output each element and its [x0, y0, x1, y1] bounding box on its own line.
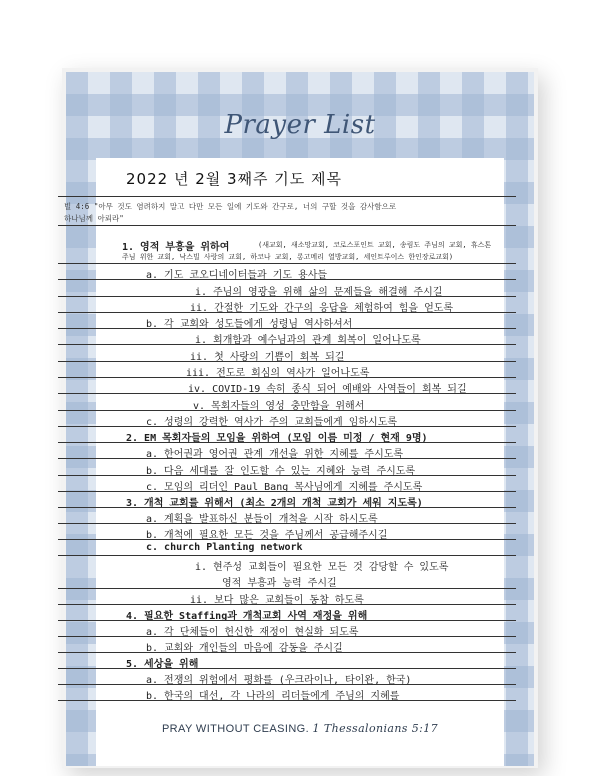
- item-4a: a. 각 단체들이 헌신한 재정이 현실화 되도록: [146, 627, 359, 638]
- divider: [58, 539, 516, 540]
- item-1a-i: i. 주님의 영광을 위해 삶의 문제들을 해결해 주시길: [195, 287, 443, 298]
- divider: [58, 604, 516, 605]
- footer-verse-ref: 1 Thessalonians 5:17: [312, 722, 439, 735]
- divider: [58, 507, 516, 508]
- divider: [58, 652, 516, 653]
- item-3a: a. 계획을 발표하신 분들이 개척을 시작 하시도록: [146, 514, 378, 525]
- divider: [58, 344, 516, 345]
- divider: [58, 555, 516, 556]
- divider: [58, 442, 516, 443]
- divider: [58, 410, 516, 411]
- week-heading: 2022 년 2월 3째주 기도 제목: [126, 170, 343, 188]
- divider: [58, 475, 516, 476]
- divider: [58, 393, 516, 394]
- divider: [58, 328, 516, 329]
- item-1b-v: v. 목회자들의 영성 충만함을 위해서: [193, 401, 365, 412]
- item-1b-iv: iv. COVID-19 속히 종식 되어 예배와 사역들이 회복 되길: [188, 384, 467, 395]
- item-4-title: 4. 필요한 Staffing과 개척교회 사역 재정을 위해: [126, 611, 368, 622]
- item-3c-i: i. 현주성 교회들이 필요한 모든 것 감당할 수 있도록: [195, 562, 449, 573]
- divider: [58, 620, 516, 621]
- divider: [58, 263, 516, 264]
- divider: [58, 684, 516, 685]
- divider: [58, 225, 516, 226]
- item-5a: a. 전쟁의 위험에서 평화를 (우크라이나, 타이완, 한국): [146, 675, 412, 686]
- item-1b-iii: iii. 전도로 회심의 역사가 일어나도록: [186, 368, 370, 379]
- item-1b-ii: ii. 첫 사랑의 기쁨이 회복 되길: [190, 352, 345, 363]
- item-1-title: 1. 영적 부흥을 위하여: [122, 242, 230, 253]
- divider: [58, 377, 516, 378]
- footer-text: PRAY WITHOUT CEASING.: [161, 723, 310, 735]
- divider: [58, 296, 516, 297]
- item-3c: c. church Planting network: [146, 542, 303, 553]
- divider: [58, 458, 516, 459]
- divider: [58, 426, 516, 427]
- item-1b: b. 각 교회와 성도들에게 성령님 역사하셔서: [146, 319, 353, 330]
- divider: [58, 361, 516, 362]
- item-1-note: 주님 위한 교회, 낙스빌 사랑의 교회, 하코나 교회, 롱고메리 열방교회, 세인트루이스 한인장로교회): [122, 253, 454, 261]
- item-3c-ii: ii. 보다 많은 교회들이 동참 하도록: [190, 595, 364, 606]
- divider: [58, 636, 516, 637]
- divider: [58, 491, 516, 492]
- item-2c: c. 모임의 리더인 Paul Bang 목사님에게 지혜를 주시도록: [146, 482, 423, 493]
- divider: [58, 279, 516, 280]
- item-4b: b. 교회와 개인들의 마음에 감동을 주시길: [146, 643, 343, 654]
- divider: [58, 196, 516, 197]
- footer: [0, 722, 600, 735]
- verse-line-2: 하나님께 아뢰라": [64, 214, 124, 223]
- item-3b: b. 개척에 필요한 모든 것을 주님께서 공급해주시길: [146, 530, 388, 541]
- divider: [58, 700, 516, 701]
- divider: [58, 588, 516, 589]
- item-3c-i-cont: 영적 부흥과 능력 주시길: [222, 578, 337, 589]
- page-title: Prayer List: [224, 110, 376, 140]
- item-1-note: (새교회, 새소망교회, 코로스포인트 교회, 송림도 주님의 교회, 휴스톤: [258, 241, 492, 249]
- item-2a: a. 한어권과 영어권 관계 개선을 위한 지혜를 주시도록: [146, 449, 404, 460]
- item-5b: b. 한국의 대선, 각 나라의 리더들에게 주님의 지혜를: [146, 691, 400, 702]
- divider: [58, 523, 516, 524]
- divider: [58, 312, 516, 313]
- item-1b-i: i. 회개함과 예수님과의 관계 회복이 일어나도록: [195, 335, 421, 346]
- verse-line-1: 빌 4:6 "아무 것도 염려하지 말고 다만 모든 일에 기도와 간구로, 너의 구할 것을 감사함으로: [64, 202, 397, 211]
- divider: [58, 668, 516, 669]
- item-1c: c. 성령의 강력한 역사가 주의 교회들에게 임하시도록: [146, 417, 398, 428]
- item-2b: b. 다음 세대를 잘 인도할 수 있는 지혜와 능력 주시도록: [146, 466, 416, 477]
- item-2-title: 2. EM 목회자들의 모임을 위하여 (모임 이름 미정 / 현재 9명): [126, 433, 428, 444]
- item-1a-ii: ii. 간절한 기도와 간구의 응답을 체험하여 힘을 얻도록: [190, 303, 454, 314]
- item-3-title: 3. 개척 교회를 위해서 (최소 2개의 개척 교회가 세워 지도록): [126, 498, 423, 509]
- item-1a: a. 기도 코오디네이터들과 기도 용사들: [146, 270, 328, 281]
- item-5-title: 5. 세상을 위해: [126, 659, 199, 670]
